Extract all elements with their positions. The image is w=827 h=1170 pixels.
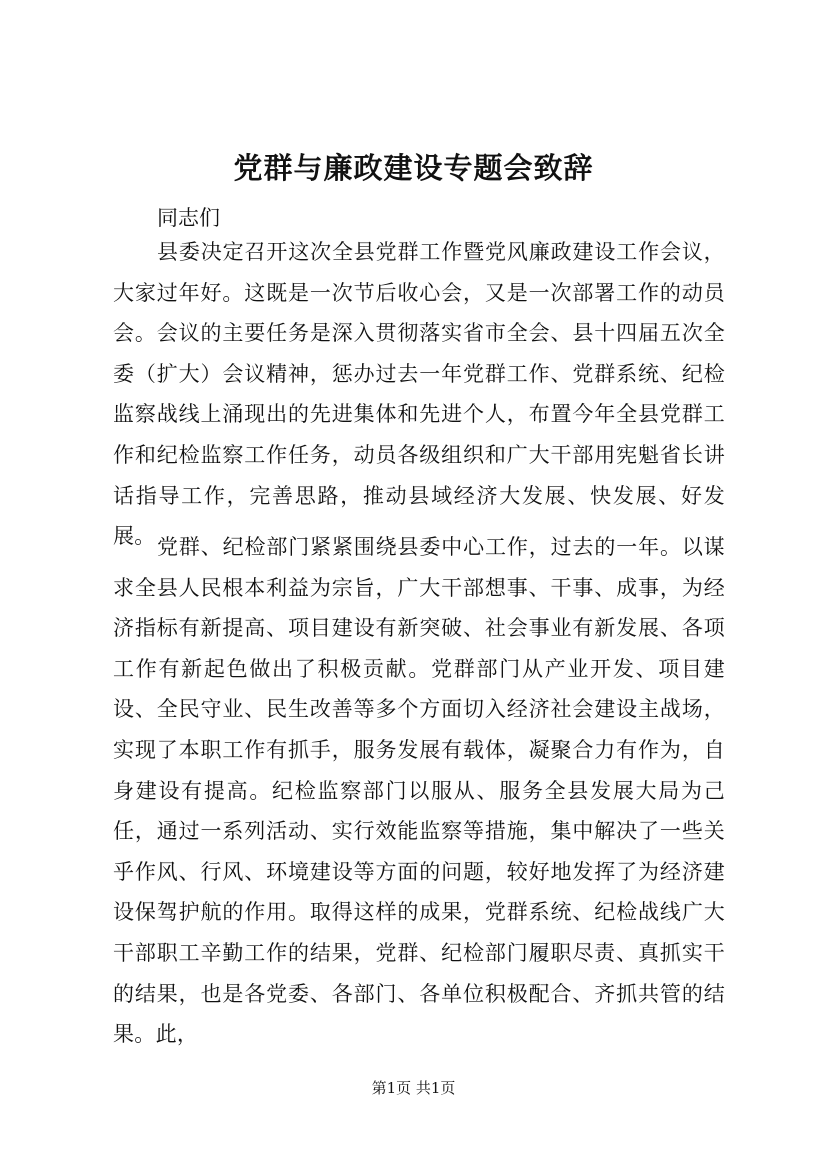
paragraph-2: 党群、纪检部门紧紧围绕县委中心工作，过去的一年。以谋求全县人民根本利益为宗旨，广大干部想事、干事、成事，为经济指标有新提高、项目建设有新突破、社会事业有新发展、各项工作有新起色做出了积极贡献。党群部门从产业开发、项目建设、全民守业、民生改善等多个方面切入经济社会建设主战场，实现了本职工作有抓手，服务发展有载体，凝聚合力有作为，自身建设有提高。纪检监察部门以服从、服务全县发展大局为己任，通过一系列活动、实行效能监察等措施，集中解决了一些关乎作风、行风、环境建设等方面的问题，较好地发挥了为经济建设保驾护航的作用。取得这样的成果，党群系统、纪检战线广大干部职工辛勤工作的结果，党群、纪检部门履职尽责、真抓实干的结果，也是各党委、各部门、各单位积极配合、齐抓共管的结果。此， <box>113 535 725 1047</box>
greeting: 同志们 <box>157 206 220 230</box>
document-title: 党群与廉政建设专题会致辞 <box>233 151 594 185</box>
page-footer: 第1页 共1页 <box>371 1079 456 1097</box>
paragraph-1: 县委决定召开这次全县党群工作暨党风廉政建设工作会议，大家过年好。这既是一次节后收心会，又是一次部署工作的动员会。会议的主要任务是深入贯彻落实省市全会、县十四届五次全委（扩大）会议精神，惩办过去一年党群工作、党群系统、纪检监察战线上涌现出的先进集体和先进个人，布置今年全县党群工作和纪检监察工作任务，动员各级组织和广大干部用宪魁省长讲话指导工作，完善思路，推动县域经济大发展、快发展、好发展。 <box>113 240 725 549</box>
